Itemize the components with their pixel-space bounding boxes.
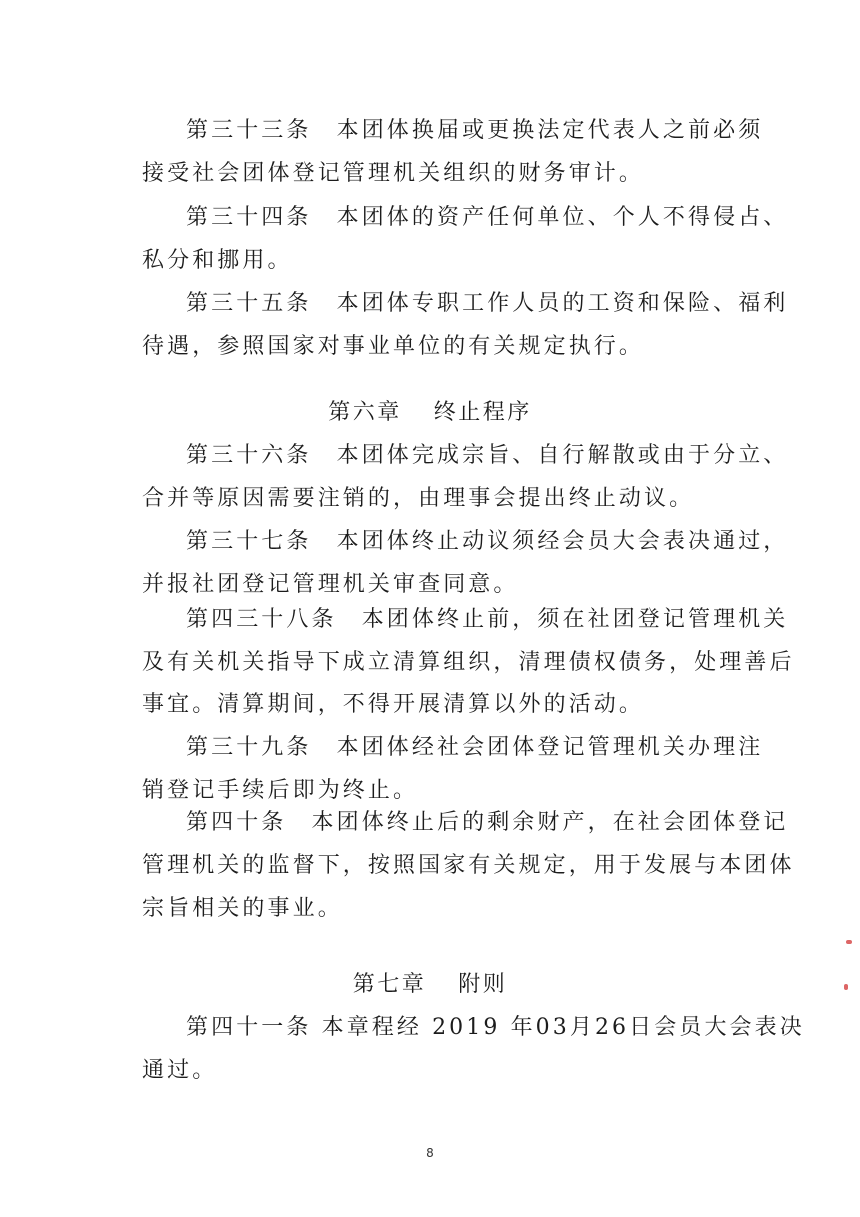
- seal-fragment-mark: [844, 984, 848, 990]
- article-39-line-2: 销登记手续后即为终止。: [142, 778, 419, 803]
- seal-fragment-mark: [846, 940, 852, 944]
- article-36-line-2: 合并等原因需要注销的，由理事会提出终止动议。: [142, 486, 695, 511]
- article-40-line-2: 管理机关的监督下，按照国家有关规定，用于发展与本团体: [142, 853, 795, 878]
- article-34-line-2: 私分和挪用。: [142, 248, 293, 273]
- article-33-line-2: 接受社会团体登记管理机关组织的财务审计。: [142, 161, 645, 186]
- article-35-line-2: 待遇，参照国家对事业单位的有关规定执行。: [142, 334, 645, 359]
- article-37-line-2: 并报社团登记管理机关审查同意。: [142, 572, 519, 597]
- article-38-line-2: 及有关机关指导下成立清算组织，清理债权债务，处理善后: [142, 650, 795, 675]
- article-41-line-1: 第四十一条 本章程经 2019 年03月26日会员大会表决: [186, 1015, 805, 1040]
- chapter-6-number: 第六章: [328, 400, 402, 425]
- chapter-6-title: 终止程序: [433, 400, 532, 425]
- article-38-line-3: 事宜。清算期间，不得开展清算以外的活动。: [142, 692, 645, 717]
- article-40-line-3: 宗旨相关的事业。: [142, 896, 343, 921]
- article-36-line-1: 第三十六条 本团体完成宗旨、自行解散或由于分立、: [186, 443, 789, 468]
- article-33-line-1: 第三十三条 本团体换届或更换法定代表人之前必须: [186, 118, 764, 143]
- article-39-line-1: 第三十九条 本团体经社会团体登记管理机关办理注: [186, 735, 764, 760]
- article-37-line-1: 第三十七条 本团体终止动议须经会员大会表决通过，: [186, 529, 789, 554]
- chapter-7-number: 第七章: [352, 972, 427, 997]
- chapter-7-heading: [0, 970, 860, 1000]
- article-41-line-2: 通过。: [142, 1058, 218, 1083]
- article-35-line-1: 第三十五条 本团体专职工作人员的工资和保险、福利: [186, 291, 789, 316]
- article-40-line-1: 第四十条 本团体终止后的剩余财产，在社会团体登记: [186, 810, 789, 835]
- chapter-7-title: 附则: [458, 972, 508, 997]
- chapter-6-heading: [0, 398, 860, 428]
- article-34-line-1: 第三十四条 本团体的资产任何单位、个人不得侵占、: [186, 205, 789, 230]
- article-38-line-1: 第四三十八条 本团体终止前，须在社团登记管理机关: [186, 607, 789, 632]
- page-number: 8: [426, 1146, 434, 1160]
